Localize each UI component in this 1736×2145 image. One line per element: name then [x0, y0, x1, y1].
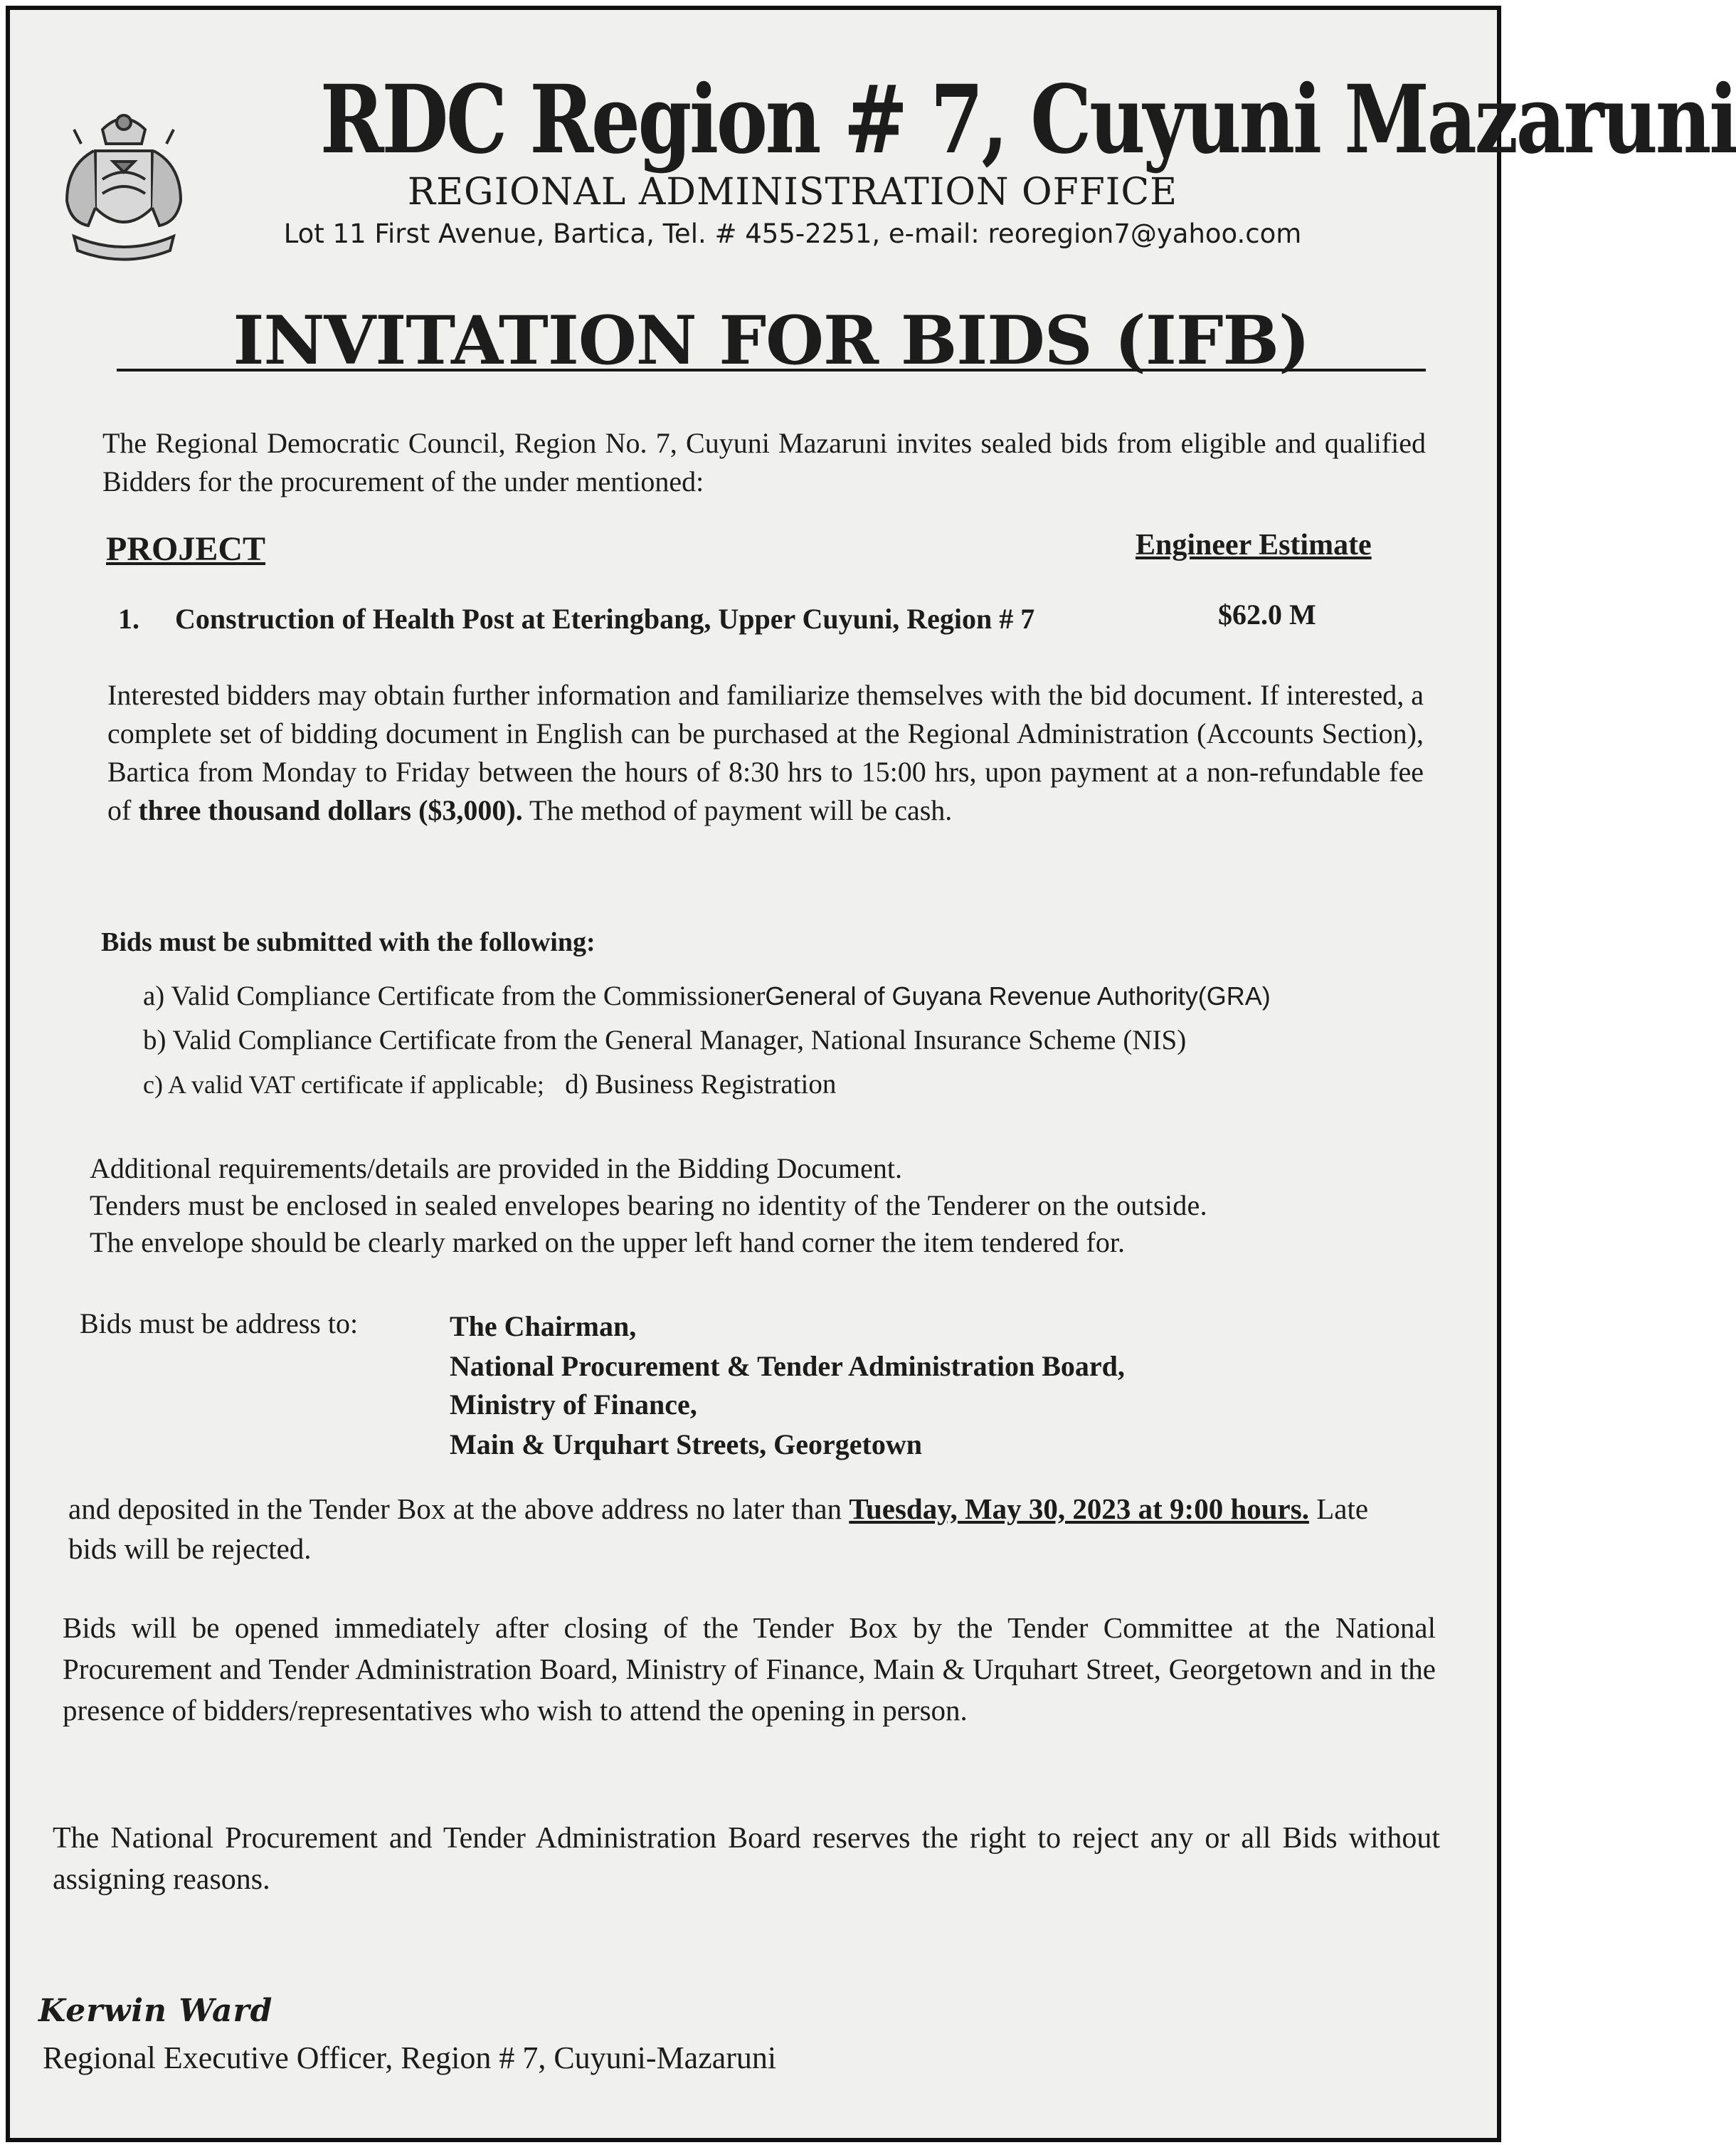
requirement-d: d) Business Registration [565, 1069, 837, 1100]
opening-paragraph: Bids will be opened immediately after closing of the Tender Box by the Tender Committee at the National Procurement and Tender Administration Board, Ministry of Finance, Main & Urquhart Street, Georgetown and in the presence of bidders/representatives who wish to attend the opening in person. [63, 1611, 1436, 1727]
requirement-a-prefix: a) Valid Compliance Certificate from the Commissioner [143, 981, 766, 1011]
project-number: 1. [118, 603, 139, 635]
requirement-a [143, 978, 1271, 1015]
signature: Kerwin Ward [38, 1993, 273, 2029]
address-line: Ministry of Finance, [450, 1388, 697, 1421]
signer-title: Regional Executive Officer, Region # 7, Cuyuni-Mazaruni [43, 2040, 777, 2075]
fee-amount: three thousand dollars ($3,000). [138, 794, 523, 826]
requirement-b: b) Valid Compliance Certificate from the General Manager, National Insurance Scheme (NIS) [143, 1025, 1187, 1055]
address-line: Main & Urquhart Streets, Georgetown [450, 1428, 922, 1460]
contact-line: Lot 11 First Avenue, Bartica, Tel. # 455-2251, e-mail: reoregion7@yahoo.com [283, 218, 1302, 249]
coat-of-arms-icon [53, 101, 195, 272]
deadline-text-1: and deposited in the Tender Box at the above address no later than [68, 1492, 850, 1525]
additional-paragraph [90, 1150, 1427, 1261]
address-line: The Chairman, [450, 1310, 637, 1342]
organization-name: RDC Region # 7, Cuyuni Mazaruni [319, 65, 1736, 175]
project-estimate: $62.0 M [1218, 599, 1316, 631]
deadline-date: Tuesday, May 30, 2023 at 9:00 hours. [849, 1492, 1309, 1525]
requirement-c-d [143, 1066, 836, 1103]
requirement-c: c) A valid VAT certificate if applicable; [143, 1070, 544, 1099]
reserve-paragraph: The National Procurement and Tender Administration Board reserves the right to reject any or all Bids without assigning reasons. [53, 1822, 1440, 1896]
title-underline [117, 369, 1426, 371]
additional-line: Additional requirements/details are provided in the Bidding Document. [90, 1152, 902, 1184]
estimate-label: Engineer Estimate [1136, 529, 1372, 562]
notice-page [6, 6, 1736, 2142]
info-text-2: The method of payment will be cash. [522, 794, 953, 826]
address-lead: Bids must be address to: [80, 1307, 359, 1339]
document-title: INVITATION FOR BIDS (IFB) [233, 302, 1310, 380]
address-line: National Procurement & Tender Administration Board, [450, 1350, 1125, 1382]
office-name: REGIONAL ADMINISTRATION OFFICE [407, 171, 1178, 214]
requirement-a-suffix: General of Guyana Revenue Authority(GRA) [765, 981, 1271, 1011]
intro-paragraph: The Regional Democratic Council, Region No. 7, Cuyuni Mazaruni invites sealed bids from eligible and qualified Bidders for the procurement of the under mentioned: [102, 427, 1426, 497]
additional-line: Tenders must be enclosed in sealed envelopes bearing no identity of the Tenderer on the outside. [90, 1189, 1207, 1221]
additional-line: The envelope should be clearly marked on the upper left hand corner the item tendered for. [90, 1226, 1125, 1258]
info-paragraph [107, 676, 1424, 830]
deadline-text-2: Late bids will be rejected. [68, 1492, 1369, 1565]
requirements-heading: Bids must be submitted with the following: [101, 927, 596, 957]
project-label: PROJECT [106, 530, 266, 568]
info-text-1: Interested bidders may obtain further information and familiarize themselves with the bid document. If interested, a complete set of bidding document in English can be purchased at the Regional Administration (Accounts Section), Bartica from Monday to Friday between the hours of 8:30 hrs to 15:00 hrs, upon payment at a non-refundable fee of [107, 679, 1424, 826]
deadline-paragraph [68, 1489, 1420, 1569]
project-name: Construction of Health Post at Eteringbang, Upper Cuyuni, Region # 7 [175, 603, 1035, 635]
